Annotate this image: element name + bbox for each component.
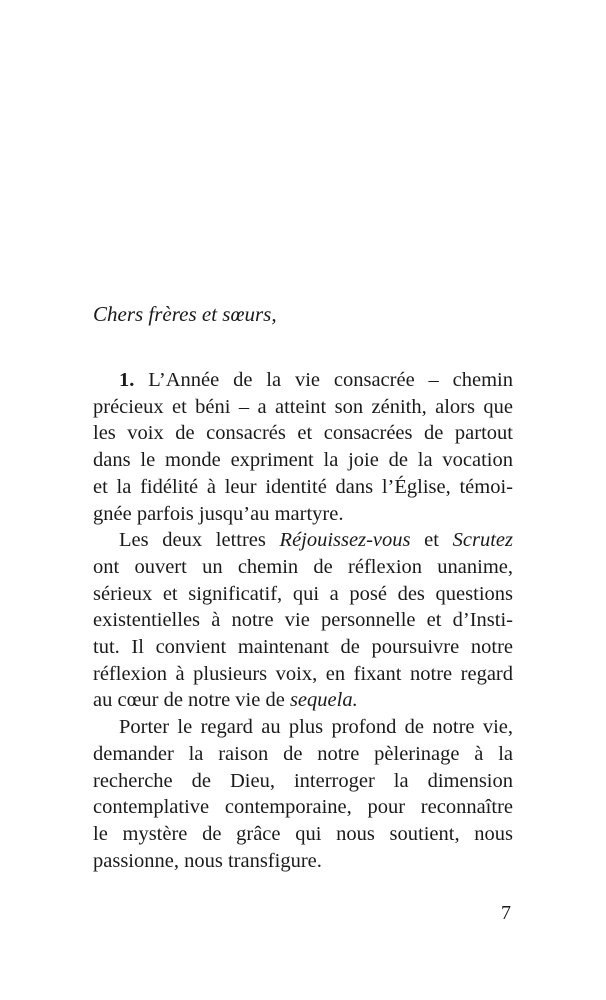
text-segment: et xyxy=(410,529,453,552)
paragraph-number: 1. xyxy=(119,369,135,391)
text-line xyxy=(93,420,513,447)
text-segment: les voix de consacrés et consacrées de partout xyxy=(93,422,513,445)
text-segment: contemplative contemporaine, pour reconnaître xyxy=(93,796,513,819)
text-segment: sérieux et significatif, qui a posé des questions xyxy=(93,582,513,605)
text-line xyxy=(93,687,513,714)
text-line xyxy=(93,501,513,528)
paragraph xyxy=(93,367,513,527)
paragraph xyxy=(93,714,513,874)
text-segment: L’Année de la vie consacrée – chemin xyxy=(134,369,513,391)
italic-text: sequela. xyxy=(289,689,358,712)
text-line xyxy=(93,661,513,688)
text-line xyxy=(93,714,513,741)
text-segment: dans le monde expriment la joie de la vocation xyxy=(93,449,513,472)
text-segment: Les deux lettres xyxy=(119,529,280,552)
text-segment: tut. Il convient maintenant de poursuivre notre xyxy=(93,636,513,659)
italic-text: Scrutez xyxy=(452,529,513,552)
text-segment: existentielles à notre vie personnelle et d’Insti- xyxy=(93,609,513,632)
text-segment: le mystère de grâce qui nous soutient, nous xyxy=(93,822,513,845)
text-line xyxy=(93,367,513,394)
text-segment: gnée parfois jusqu’au martyre. xyxy=(93,502,344,525)
text-segment: demander la raison de notre pèlerinage à la xyxy=(93,742,513,765)
text-line xyxy=(93,474,513,501)
body-text xyxy=(93,367,513,874)
text-segment: réflexion à plusieurs voix, en fixant notre regard xyxy=(93,662,513,685)
text-line xyxy=(93,741,513,768)
text-segment: passionne, nous transfigure. xyxy=(93,849,322,872)
italic-text: Réjouissez-vous xyxy=(279,529,411,552)
text-line xyxy=(93,394,513,421)
page-number: 7 xyxy=(501,902,511,924)
text-line xyxy=(93,607,513,634)
paragraph xyxy=(93,527,513,714)
text-line xyxy=(93,527,513,554)
text-line xyxy=(93,581,513,608)
text-line xyxy=(93,447,513,474)
text-segment: et la fidélité à leur identité dans l’Église, témoi- xyxy=(93,475,513,498)
text-line xyxy=(93,848,513,875)
text-segment: recherche de Dieu, interroger la dimension xyxy=(93,769,513,792)
text-line xyxy=(93,794,513,821)
text-segment: ont ouvert un chemin de réflexion unanime, xyxy=(93,555,513,578)
text-line xyxy=(93,821,513,848)
salutation: Chers frères et sœurs, xyxy=(93,302,277,326)
text-line xyxy=(93,768,513,795)
text-segment: Porter le regard au plus profond de notre vie, xyxy=(119,716,513,739)
text-segment: précieux et béni – a atteint son zénith, alors que xyxy=(93,395,513,418)
text-segment: au cœur de notre vie de xyxy=(93,689,290,712)
text-line xyxy=(93,554,513,581)
text-line xyxy=(93,634,513,661)
